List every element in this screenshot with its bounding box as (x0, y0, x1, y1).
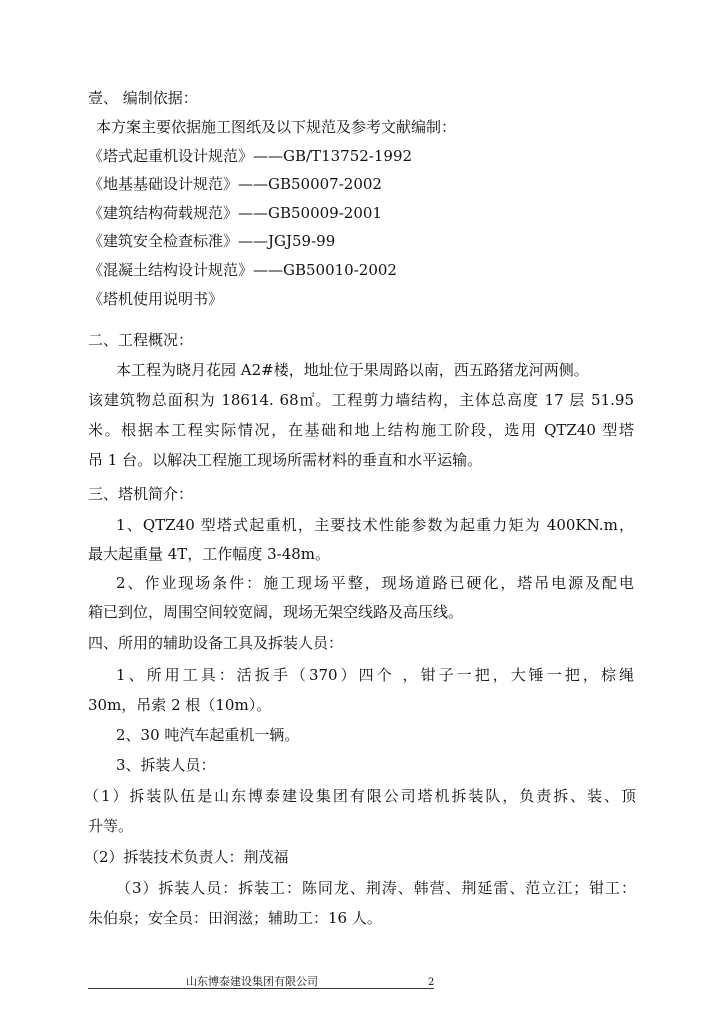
paragraph-line: （3）拆装人员：拆装工：陈同龙、荆涛、韩营、荆延雷、范立江；钳工： (116, 879, 636, 897)
paragraph-line: 最大起重量 4T，工作幅度 3-48m。 (88, 545, 331, 563)
reference-item: 《建筑结构荷载规范》——GB50009-2001 (88, 204, 382, 222)
paragraph-line: 吊 1 台。以解决工程施工现场所需材料的垂直和水平运输。 (88, 451, 483, 469)
page-number: 2 (428, 977, 435, 988)
reference-item: 《建筑安全检查标准》——JGJ59-99 (88, 232, 336, 250)
paragraph-line: （1）拆装队伍是山东博泰建设集团有限公司塔机拆装队，负责拆、装、顶 (84, 787, 636, 805)
reference-item: 《塔式起重机设计规范》——GB/T13752-1992 (88, 147, 413, 165)
paragraph-line: 本工程为晓月花园 A2#楼，地址位于果周路以南，西五路猪龙河两侧。 (116, 361, 589, 379)
section-3-title: 三、塔机简介： (88, 485, 194, 503)
footer-company: 山东博泰建设集团有限公司 (186, 975, 318, 988)
section-4-title: 四、所用的辅助设备工具及拆装人员： (88, 634, 344, 652)
paragraph-line: 箱已到位，周围空间较宽阔，现场无架空线路及高压线。 (88, 603, 464, 621)
footer-rule (88, 988, 434, 989)
paragraph-line: 2、作业现场条件：施工现场平整，现场道路已硬化，塔吊电源及配电 (116, 574, 634, 592)
paragraph-line: 2、30 吨汽车起重机一辆。 (116, 726, 300, 744)
paragraph-line: 朱伯泉；安全员：田润滋；辅助工：16 人。 (88, 909, 382, 927)
paragraph-line: 1、所用工具：活扳手（370）四个 ，钳子一把，大锤一把，棕绳 (116, 666, 634, 684)
reference-item: 《地基基础设计规范》——GB50007-2002 (88, 175, 382, 193)
section-1-intro: 本方案主要依据施工图纸及以下规范及参考文献编制： (96, 118, 457, 136)
reference-item: 《混凝土结构设计规范》——GB50010-2002 (88, 261, 397, 279)
paragraph-line: 1、QTZ40 型塔式起重机，主要技术性能参数为起重力矩为 400KN.m， (116, 516, 634, 534)
paragraph-line: 3、拆装人员： (116, 756, 216, 774)
paragraph-line: 30m，吊索 2 根（10m）。 (88, 696, 272, 714)
section-1-title: 壹、 编制依据： (88, 89, 198, 107)
paragraph-line: （2）拆装技术负责人：荆茂福 (84, 848, 289, 866)
section-2-title: 二、工程概况： (88, 331, 194, 349)
paragraph-line: 米。根据本工程实际情况，在基础和地上结构施工阶段，选用 QTZ40 型塔 (88, 421, 634, 439)
paragraph-line: 升等。 (88, 817, 134, 835)
paragraph-line: 该建筑物总面积为 18614. 68㎡。工程剪力墙结构，主体总高度 17 层 51.95 (88, 391, 634, 409)
reference-item: 《塔机使用说明书》 (88, 290, 224, 308)
